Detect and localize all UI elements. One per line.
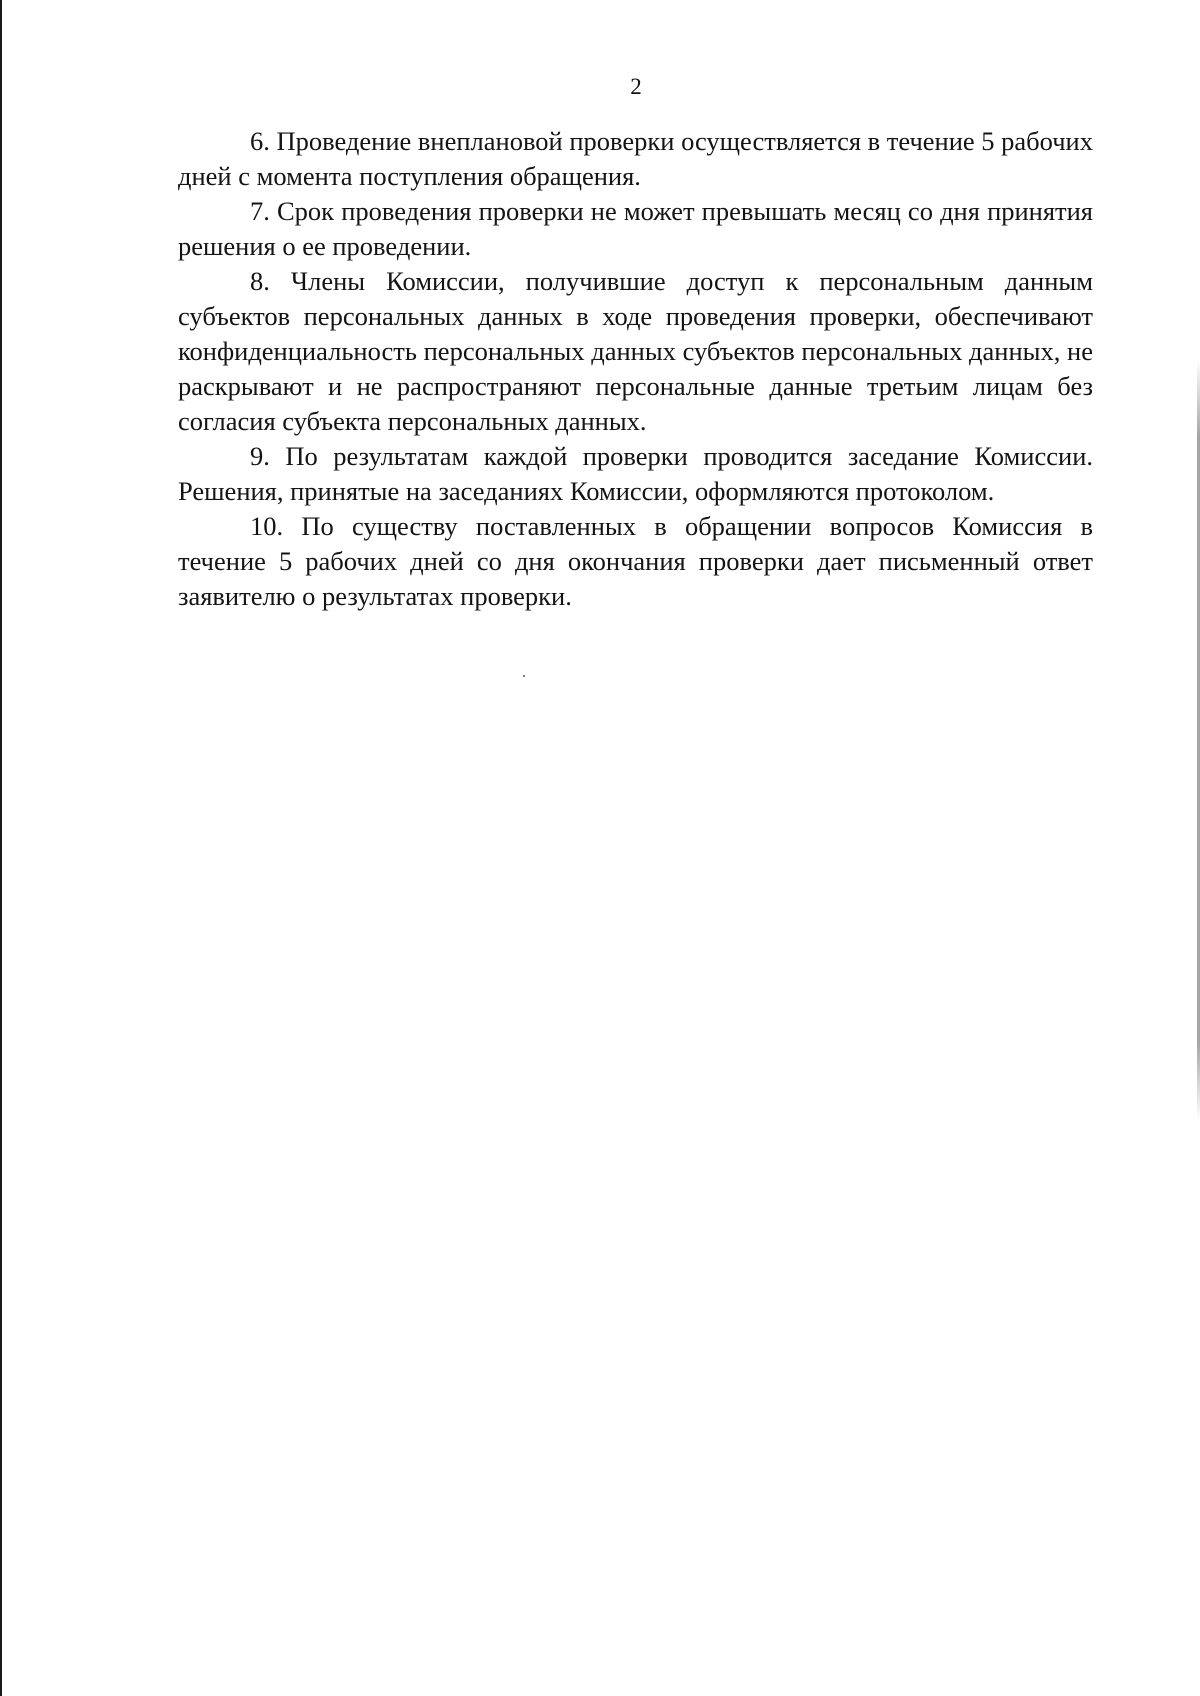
paragraph-6: 6. Проведение внеплановой проверки осуществляется в течение 5 рабочих дней с момента поступления обращения. bbox=[178, 126, 1093, 191]
paragraph-8: 8. Члены Комиссии, получившие доступ к персональным данным субъектов персональных данных в ходе проведения проверки, обеспечивают конфиденциальность персональных данных субъектов персональных данных, не раскрывают и не распространяют персональные данные третьим лицам без согласия субъекта персональных данных. bbox=[178, 266, 1093, 436]
paragraph-7: 7. Срок проведения проверки не может превышать месяц со дня принятия решения о ее проведении. bbox=[178, 196, 1093, 261]
paragraph-9: 9. По результатам каждой проверки проводится заседание Комиссии. Решения, принятые на заседаниях Комиссии, оформляются протоколом. bbox=[178, 441, 1093, 506]
scan-edge-left bbox=[0, 0, 2, 1696]
page-number: 2 bbox=[630, 74, 642, 99]
paragraph-10: 10. По существу поставленных в обращении вопросов Комиссия в течение 5 рабочих дней со дня окончания проверки дает письменный ответ заявителю о результатах проверки. bbox=[178, 511, 1093, 611]
scan-speck bbox=[523, 675, 525, 677]
document-body bbox=[178, 124, 1093, 614]
